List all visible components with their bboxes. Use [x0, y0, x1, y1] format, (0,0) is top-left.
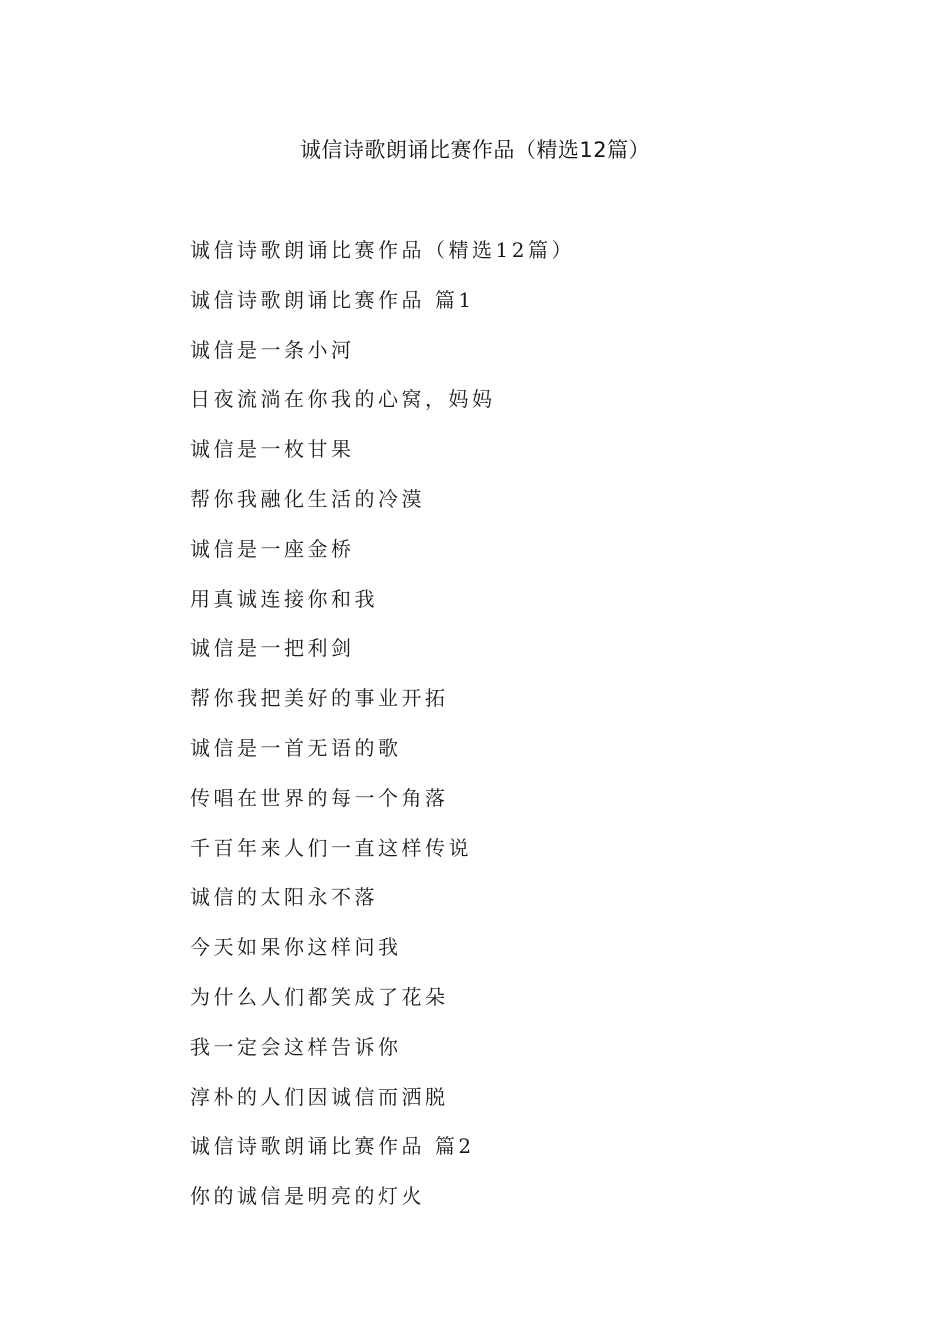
text-line: 诚信诗歌朗诵比赛作品（精选12篇） [190, 238, 575, 262]
text-line: 淳朴的人们因诚信而洒脱 [190, 1084, 449, 1109]
text-line: 诚信是一枚甘果 [190, 437, 355, 462]
section-heading: 诚信诗歌朗诵比赛作品 篇1 [190, 287, 475, 312]
text-line: 诚信是一首无语的歌 [190, 735, 402, 760]
text-line: 帮你我融化生活的冷漠 [190, 486, 425, 511]
text-line: 今天如果你这样问我 [190, 935, 402, 960]
document-body [190, 235, 890, 1231]
section-heading: 诚信诗歌朗诵比赛作品 篇2 [190, 1134, 475, 1159]
text-line: 帮你我把美好的事业开拓 [190, 686, 449, 711]
text-line: 诚信是一把利剑 [190, 636, 355, 661]
text-line: 传唱在世界的每一个角落 [190, 785, 449, 810]
text-line: 千百年来人们一直这样传说 [190, 835, 472, 860]
text-line: 用真诚连接你和我 [190, 586, 378, 611]
page-title: 诚信诗歌朗诵比赛作品（精选12篇） [299, 138, 651, 162]
text-line: 诚信是一条小河 [190, 337, 355, 362]
text-line: 我一定会这样告诉你 [190, 1034, 402, 1059]
text-line: 日夜流淌在你我的心窝，妈妈 [190, 387, 496, 412]
text-line: 诚信的太阳永不落 [190, 885, 378, 910]
text-line: 你的诚信是明亮的灯火 [190, 1184, 425, 1209]
text-line: 诚信是一座金桥 [190, 536, 355, 561]
text-line: 为什么人们都笑成了花朵 [190, 984, 449, 1009]
